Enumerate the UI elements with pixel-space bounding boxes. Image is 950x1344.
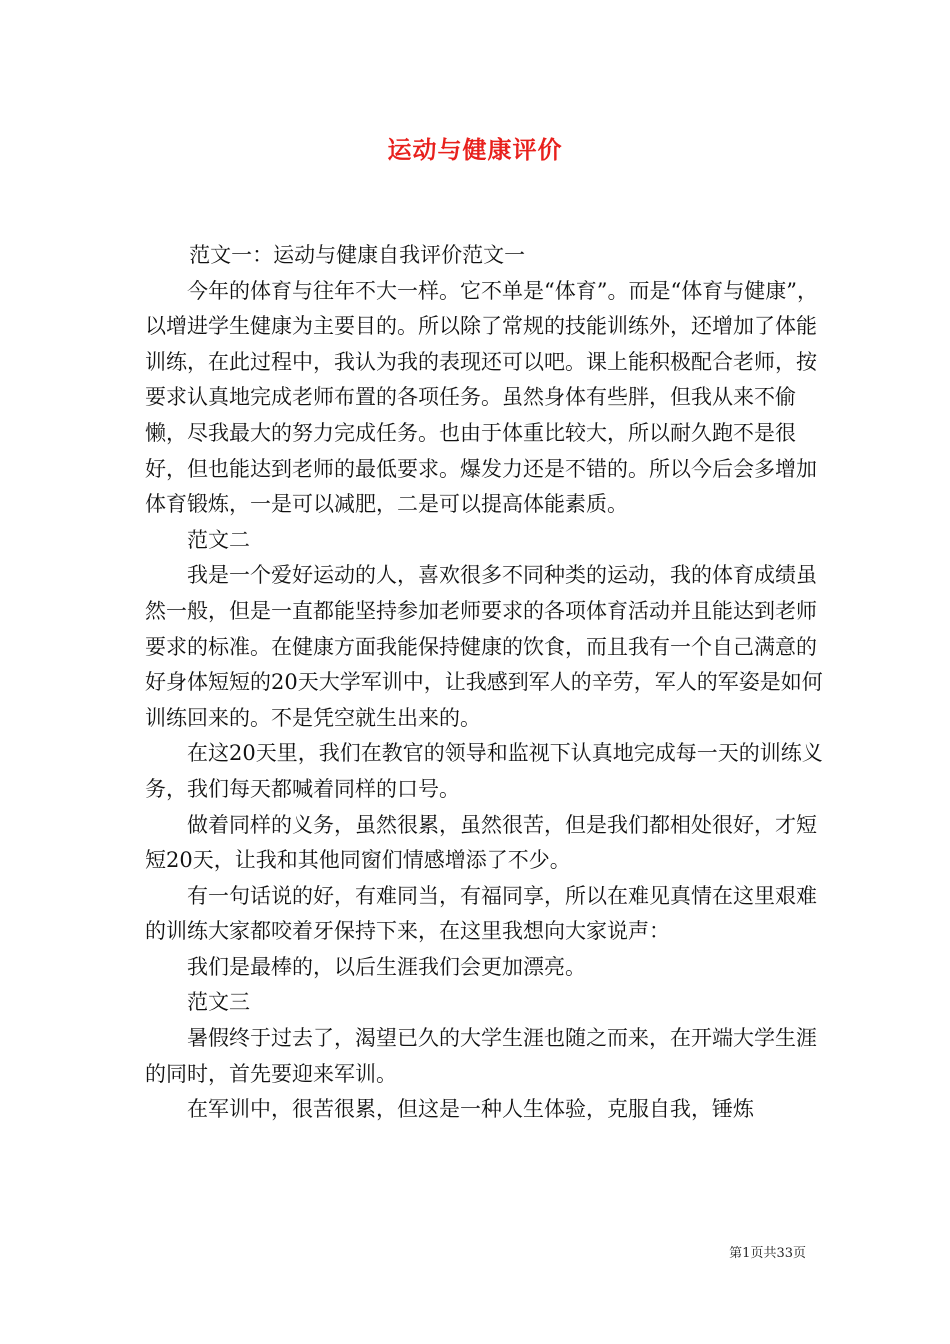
document-title: 运动与健康评价 [387,135,563,164]
paragraph-heading-sample-1: 范文一：运动与健康自我评价范文一 [189,243,526,267]
paragraph: 有一句话说的好，有难同当，有福同享，所以在难见真情在这里艰难的训练大家都咬着牙保持下来，在这里我想向大家说声： [145,883,817,944]
paragraph: 我们是最棒的，以后生涯我们会更加漂亮。 [187,954,586,979]
paragraph: 我是一个爱好运动的人，喜欢很多不同种类的运动，我的体育成绩虽然一般，但是一直都能坚持参加老师要求的各项体育活动并且能达到老师要求的标准。在健康方面我能保持健康的饮食，而且我有一个自己满意的好身体短短的20天大学军训中，让我感到军人的辛劳，军人的军姿是如何训练回来的。不是凭空就生出来的。 [145,563,823,730]
paragraph-heading-sample-2: 范文二 [187,527,250,552]
paragraph: 在军训中，很苦很累，但这是一种人生体验，克服自我，锤炼 [187,1097,754,1122]
paragraph: 暑假终于过去了，渴望已久的大学生涯也随之而来，在开端大学生涯的同时，首先要迎来军训。 [145,1026,817,1086]
paragraph: 做着同样的义务，虽然很累，虽然很苦，但是我们都相处很好，才短短20天，让我和其他同窗们情感增添了不少。 [145,812,817,873]
paragraph-heading-sample-3: 范文三 [187,990,250,1015]
paragraph: 今年的体育与往年不大一样。它不单是“体育”。而是“体育与健康”，以增进学生健康为主要目的。所以除了常规的技能训练外，还增加了体能训练，在此过程中，我认为我的表现还可以吧。课上能积极配合老师，按要求认真地完成老师布置的各项任务。虽然身体有些胖，但我从来不偷懒，尽我最大的努力完成任务。也由于体重比较大，所以耐久跑不是很好，但也能达到老师的最低要求。爆发力还是不错的。所以今后会多增加体育锻炼，一是可以减肥，二是可以提高体能素质。 [145,278,818,517]
paragraph: 在这20天里，我们在教官的领导和监视下认真地完成每一天的训练义务，我们每天都喊着同样的口号。 [145,741,823,801]
document-body [145,238,825,1128]
page-number: 第1页共33页 [729,1246,806,1261]
